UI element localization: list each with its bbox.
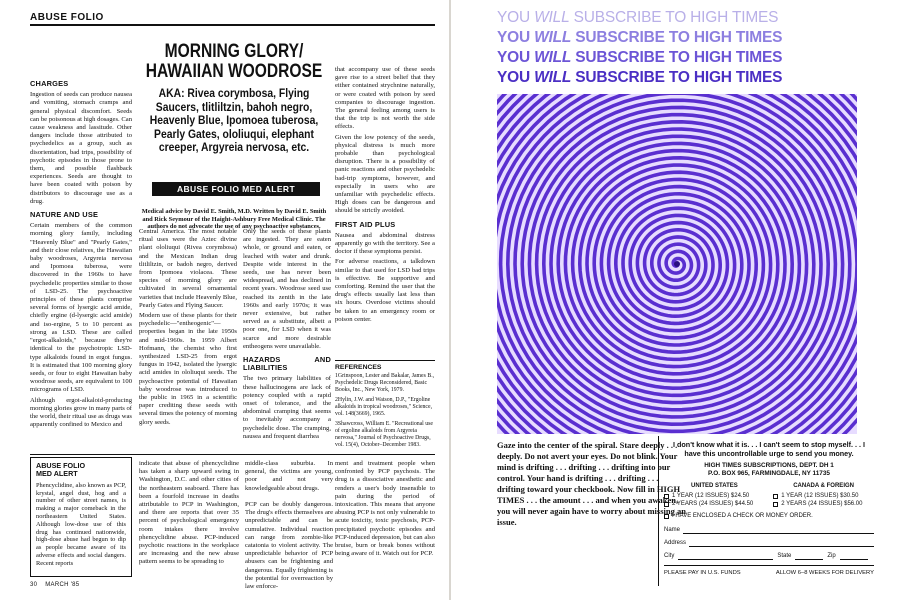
nature-heading: NATURE AND USE [30,210,99,220]
section-header: ABUSE FOLIO [30,12,104,23]
us-option-1-label: 1 YEAR (12 ISSUES) $24.50 [672,493,750,499]
pcp-text-2: middle-class suburbia. In general, the victims are young, poor and not very knowledgeable about drugs. PCP can be doubly dangerous. The drug's effects themselves are unpredictable and can be cumulative. Individual reaction can range from zombie-like catatonia to violent activity. The unpredictable behavior of PCP abusers can be frightening and dangerous. Equally frightening is the potential for overreaction by law enforce- [245,460,333,591]
us-option-2[interactable] [664,500,765,508]
foreign-option-2-label: 2 YEARS (24 ISSUES) $56.00 [781,501,863,507]
headline-prefix: YOU [497,69,535,86]
us-option-2-label: 2 YEARS (24 ISSUES) $44.50 [672,501,754,507]
column-side-effects [335,66,435,326]
headline-line-1 [497,10,897,26]
column-usage [243,228,331,443]
headline-suffix: SUBSCRIBE TO HIGH TIMES [569,9,779,26]
pcp-column-3 [335,460,435,560]
headline-emphasis: WILL [534,29,572,46]
author-credit: Medical advice by David E. Smith, M.D. Written by David E. Smith and Rick Seymour of the Haight-Ashbury Free Medical Clinic. The authors do not advocate the use of any psychoactive substances. [141,208,327,231]
headline-suffix: SUBSCRIBE TO HIGH TIMES [571,49,783,66]
headline-line-2 [497,30,897,46]
box-rule [30,454,435,455]
zip-label: Zip [827,553,836,559]
headline-emphasis: WILL [534,9,570,26]
pcp-column-2 [245,460,333,593]
med-alert-box-text: Phencyclidine, also known as PCP, krystal, angel dust, hog and a number of other street names, is making a major comeback in the northeastern United States. Although low-dose use of this drug has continued nationwide, high-dose abuse had begun to dip as people became aware of its adverse effects and social dangers. Recent reports [36,481,126,567]
references-heading: REFERENCES [335,360,435,371]
nature-text-4: Modern use of these plants for their psychedelic—"entheogenic"—properties began in the late 1950s and mid-1960s. In 1959 Albert Hofmann, the chemist who first synthesized LSD-25 from ergot fungus in 1942, isolated the lysergic acid amides in ololiuqui seeds. The psychoactive potential of Hawaiian baby woodrose was introduced to the public in 1965 in a scientific paper crediting these seeds with several times the potency of morning glory seeds. [139,312,237,426]
headline-suffix: SUBSCRIBE TO HIGH TIMES [571,29,783,46]
nature-text-5: Only the seeds of these plants are ingested. They are eaten whole, or ground and eaten, or leached with water and drunk. Despite wide interest in the seeds, use has never been widespread, and has declined in recent years. Woodrose seed use reached its zenith in the late 1960s and early 1970s; it was never extensive, but rather served as a substitute, albeit a poor one, for LSD when it was scarce and more desirable entheogens were unavailable. [243,228,331,350]
city-label: City [664,553,675,559]
med-alert-banner: ABUSE FOLIO MED ALERT [152,182,320,196]
side-effects-text-2: Given the low potency of the seeds, physical distress is much more probable than psychological disruption. There is a possibility of panic reactions and other psychedelic bad-trip symptoms, however, and especially in users who are unfamiliar with psychedelic effects. High doses can be dangerous and should be strictly avoided. [335,133,435,215]
reference-2: 2Hylin, J.W. and Watson, D.P., "Ergoline alkaloids in tropical woodroses," Science, vol. 148(3669), 1965. [335,397,433,417]
headline-line-4 [497,70,897,86]
checkbox[interactable] [664,502,669,507]
first-aid-text-2: For adverse reactions, a talkdown similar to that used for LSD bad trips is effective. Be supportive and comforting. Remind the user that the drug's effects usually last less than six hours. Overdose victims should be taken to an emergency room or poison center. [335,258,435,323]
ad-body-copy: Gaze into the center of the spiral. Stare deeply . . . deeply. Do not avert your eyes. Do not blink. Your mind is drifting . . . drifting . . . drifting into our control. Your hand is drifting . . . drifting . . . drifting toward your checkbook. Now fill in HIGH TIMES . . . the amount . . . and when you awaken, you will never again have to worry about missing an issue. [497,440,686,527]
header-rule [30,24,435,26]
checkbox[interactable] [664,494,669,499]
name-label: Name [664,527,681,533]
pcp-column-1 [139,460,239,569]
reference-1: 1Grinspoon, Lester and Bakalar, James B., Psychedelic Drugs Reconsidered, Basic Books, Inc., New York, 1979. [335,373,435,393]
spiral-center [674,261,680,267]
reference-3: 3Shawcross, William E. "Recreational use of ergoline alkaloids from Argyreia nervosa," Journal of Psychoactive Drugs, vol. 15(4), October–December 1983. [335,421,433,448]
order-form-headline: I don't know what it is. . . I can't seem to stop myself. . . I have this uncontrollable urge to send you money. [673,440,865,458]
med-alert-box-heading: ABUSE FOLIO MED ALERT [36,461,86,479]
headline-prefix: YOU [497,49,535,66]
foreign-option-1-label: 1 YEAR (12 ISSUES) $30.50 [781,493,859,499]
headline-emphasis: WILL [534,69,572,86]
headline-prefix: YOU [497,9,535,26]
article-title [140,42,329,82]
foreign-option-2[interactable] [773,500,874,508]
foreign-options [773,482,874,508]
column-nature-continued [139,228,237,429]
med-alert-box [30,457,132,577]
side-effects-text-1: that accompany use of these seeds gave rise to a street belief that they either contained strychnine naturally, or were coated with poison by seed companies to discourage ingestion. The general feeling among users is that the trip is not worth the side effects. [335,66,435,131]
nature-text-3: Central America. The most notable ritual uses were the Aztec divine plant ololiuqui (Rivea corymbosa) and the Mexican Indian drug tlitliltzin, or badoh negro, derived from Ipomoea violacea. These species of morning glory are cultivated in several ornamental varieties that include Heavenly Blue, Pearly Gates and Flying Saucer. [139,228,237,309]
state-line[interactable] [795,554,823,560]
zip-line[interactable] [840,554,868,560]
headline-emphasis: WILL [534,49,572,66]
order-form [664,440,874,577]
payment-note [664,565,874,577]
hypnotic-spiral [497,94,857,434]
issue-date: MARCH '85 [45,582,80,588]
order-po-box: P.O. BOX 965, FARMINGDALE, NY 11735 [708,470,830,477]
name-field[interactable] [664,526,874,534]
headline-suffix: SUBSCRIBE TO HIGH TIMES [571,69,783,86]
pcp-text-3: ment and treatment people when confronted by PCP psychosis. The drug is a dissociative anesthetic and renders a user's body insensible to pain during the period of intoxication. This means that anyone abusing PCP is not only vulnerable to acute toxicity, toxic psychosis, PCP-precipitated psychotic episodes and PCP-induced depression, but can also bruise, burn or break bones without being aware of it. Watch out for PCP. [335,460,435,558]
headline-prefix: YOU [497,29,535,46]
city-line[interactable] [678,554,773,560]
subscription-options [664,482,874,508]
name-line[interactable] [683,528,874,534]
page-footer [30,582,85,588]
address-field[interactable] [664,539,874,547]
us-heading: UNITED STATES [691,483,738,489]
spiral-graphic [497,94,857,434]
enclosed-label: I HAVE ENCLOSED A CHECK OR MONEY ORDER. [672,513,813,519]
article-title-block [139,42,329,156]
city-state-zip-row [664,552,874,560]
checkbox[interactable] [773,494,778,499]
charges-heading: CHARGES [30,79,69,88]
checkbox[interactable] [664,514,669,519]
nature-text-2: Although ergot-alkaloid-producing morning glories grow in many parts of the world, their ritual use as drugs was apparently confined to Mexico and [30,396,132,429]
left-page [0,0,449,600]
page-number: 30 [30,582,38,588]
charges-text: Ingestion of seeds can produce nausea and vomiting, stomach cramps and general physical discomfort. Seeds can be poisonous at high dosages. Can cause weakness and lassitude. Other dangers include those attributed to psychedelics as a group, such as disorientation, bad trips, possibility of psychotic episodes in those prone to them, and possible flashback experiences. Seeds are thought to have been coated with poison by distributors to discourage use as a drug. [30,91,132,205]
first-aid-heading: FIRST AID PLUS [335,219,396,229]
pcp-text-1: indicate that abuse of phencyclidine has taken a sharp upward swing in Washington, D.C. and other cities of the northeastern seaboard. There has been a fourfold increase in deaths attributable to PCP in Washington, and there are reports that over 35 percent of psychological emergency room intakes there involve phencyclidine abuse. PCP-induced psychotic reactions in the workplace are increasing and the new abuse pattern seems to be spreading to [139,460,239,566]
nature-text-1: Certain members of the common morning glory family, including "Heavenly Blue" and "Pearly Gates," and their close relatives, the Hawaiian baby woodroses, Argyreia nervosa and Ipomoea tuberosa, were discovered in the 1960s to have psychedelic properties similar to those of LSD-25. The psychoactive principles of these plants comprise several forms of lysergic acid amide, chiefly ergine (d-lysergic acid amide) and iso-ergine, 5 to 10 percent as strong as LSD. These are called "ergot-alkaloids," because they're identical to the psychotropic LSD-type alkaloids found in ergot fungus. It is estimated that 100 morning glory seeds, or four to eight Hawaiian baby woodrose seeds, are equivalent to 100 micrograms of LSD. [30,222,132,394]
order-company: HIGH TIMES SUBSCRIPTIONS, DEPT. DH 1 [704,462,834,469]
article-title-text: MORNING GLORY/ HAWAIIAN WOODROSE [145,41,323,82]
first-aid-text-1: Nausea and abdominal distress apparently go with the territory. See a doctor if these symptoms persist. [335,231,435,256]
hazards-text: The two primary liabilities of these hallucinogens are lack of potency coupled with a rapid onset of tolerance, and the abdominal cramping that seems to inevitably accompany a psychedelic dose. The cramping, nausea and frequent diarrhea [243,375,331,440]
address-label: Address [664,540,687,546]
us-options [664,482,765,508]
foreign-option-1[interactable] [773,492,874,500]
checkbox[interactable] [773,502,778,507]
right-page-ad [451,0,900,600]
delivery-note: ALLOW 6–8 WEEKS FOR DELIVERY [775,570,874,576]
enclosed-check-option[interactable] [664,512,874,520]
references [335,360,435,452]
pay-funds-note: PLEASE PAY IN U.S. FUNDS [664,570,741,576]
headline-line-3 [497,50,897,66]
hazards-heading: HAZARDS AND LIABILITIES [243,355,331,373]
foreign-heading: CANADA & FOREIGN [793,483,854,489]
order-form-address [664,462,874,478]
us-option-1[interactable] [664,492,765,500]
state-label: State [777,553,792,559]
article-aka: AKA: Rivea corymbosa, Flying Saucers, tlitliltzin, bahoh negro, Heavenly Blue, Ipomoea tuberosa, Pearly Gates, ololiuqui, elephant creeper, Argyreia nervosa, etc. [149,88,319,154]
address-line[interactable] [689,541,874,547]
column-charges [30,80,132,431]
